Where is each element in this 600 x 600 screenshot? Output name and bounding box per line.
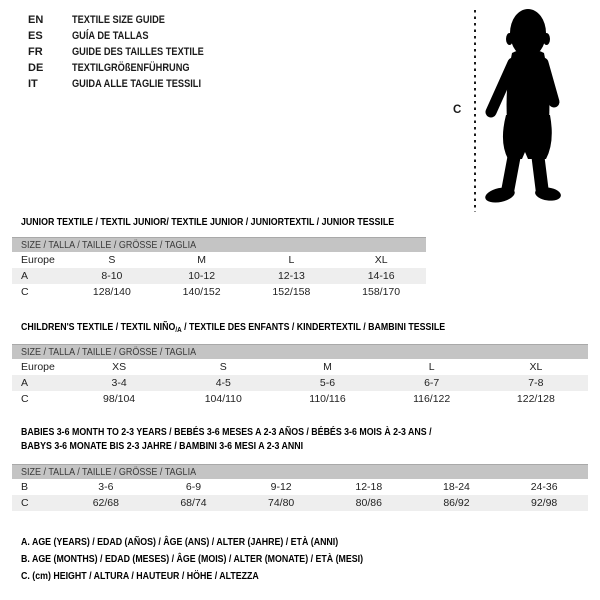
cell: 9-12 [270,481,292,493]
lang-row-fr [28,44,229,60]
cell: 68/74 [150,495,238,511]
footnotes [21,534,428,585]
table-row [12,284,426,300]
table-row [12,391,588,407]
cell: 86/92 [413,495,501,511]
lang-code: ES [28,30,43,42]
cell: 116/122 [413,393,451,405]
table-row [12,479,588,495]
cell: 12-13 [247,268,337,284]
babies-table-title [21,425,510,453]
title-pre: CHILDREN'S TEXTILE / TEXTIL NIÑO [21,321,176,333]
footnote-a [21,534,428,551]
children-table-title [21,320,526,337]
junior-table-title-text: JUNIOR TEXTILE / TEXTIL JUNIOR/ TEXTILE JUNIOR / JUNIORTEXTIL / JUNIOR TESSILE [21,216,395,228]
table-row [12,268,426,284]
lang-code: IT [28,78,38,90]
cell: M [197,254,206,266]
height-measure-dotted-line [474,10,476,212]
lang-row-en [28,12,229,28]
size-header-label: SIZE / TALLA / TAILLE / GRÖSSE / TAGLIA [21,239,197,251]
row-label: Europe [21,254,55,266]
cell: 12-18 [355,481,383,493]
babies-size-table [12,464,588,511]
footnote-c-text: C. (cm) HEIGHT / ALTURA / HAUTEUR / HÖHE / ALTEZZA [21,570,259,582]
cell: 7-8 [484,375,588,391]
language-list [28,12,229,92]
cell: 140/152 [182,286,221,298]
row-label: C [21,393,29,405]
cell: 6-9 [185,481,202,493]
lang-row-de [28,60,229,76]
junior-size-table [12,237,426,300]
row-label: Europe [21,361,55,373]
cell: M [323,361,332,373]
footnote-c [21,568,428,585]
lang-code: FR [28,46,43,58]
cell: 110/116 [309,393,346,405]
cell: 24-36 [530,481,558,493]
lang-label: TEXTILE SIZE GUIDE [72,14,165,26]
cell: 98/104 [103,393,136,405]
row-label: B [21,481,29,493]
lang-code: EN [28,14,44,26]
lang-label: GUIDA ALLE TAGLIE TESSILI [72,78,202,90]
table-header-row [12,238,426,253]
cell: L [288,254,295,266]
cell: 18-24 [443,481,470,493]
table-row [12,359,588,375]
lang-label: GUÍA DE TALLAS [72,30,149,42]
cell: 92/98 [500,495,588,511]
lang-label: GUIDE DES TAILLES TEXTILE [72,46,204,58]
footnote-b-text: B. AGE (MONTHS) / EDAD (MESES) / ÂGE (MOIS) / ALTER (MONATE) / ETÀ (MESI) [21,553,364,565]
cell: 4-5 [171,375,275,391]
row-label: C [12,495,62,511]
cell: 3-4 [67,375,171,391]
footnote-b [21,551,428,568]
title-sub: /A [175,325,182,334]
cell: 8-10 [67,268,157,284]
cell: 80/86 [325,495,413,511]
footnote-a-text: A. AGE (YEARS) / EDAD (AÑOS) / ÂGE (ANS) / ALTER (JAHRE) / ETÀ (ANNI) [21,536,339,548]
cell: XL [374,254,388,266]
cell: S [219,361,227,373]
lang-row-it [28,76,229,92]
junior-table-title [21,215,465,229]
cell: XS [112,361,127,373]
cell: 3-6 [98,481,114,493]
cell: 122/128 [516,393,555,405]
size-header-label: SIZE / TALLA / TAILLE / GRÖSSE / TAGLIA [21,466,197,478]
row-label: C [21,286,29,298]
cell: 14-16 [336,268,426,284]
cell: 158/170 [362,286,401,298]
table-row [12,375,588,391]
lang-code: DE [28,62,44,74]
title-post: / TEXTILE DES ENFANTS / KINDERTEXTIL / BAMBINI TESSILE [181,321,446,333]
cell: 6-7 [380,375,484,391]
row-label: A [12,268,67,284]
children-table-title-text [21,320,445,337]
table-row [12,495,588,511]
cell: 62/68 [62,495,150,511]
cell: 5-6 [275,375,379,391]
baby-silhouette [482,9,568,209]
cell: L [428,361,435,373]
table-header-row [12,345,588,360]
cell: 152/158 [272,286,311,298]
height-measure-label: C [453,104,462,116]
cell: 104/110 [204,393,242,405]
children-size-table [12,344,588,407]
cell: 128/140 [92,286,131,298]
lang-row-es [28,28,229,44]
table-row [12,252,426,268]
lang-label: TEXTILGRÖßENFÜHRUNG [72,62,190,74]
cell: 74/80 [237,495,325,511]
babies-title-line2: BABYS 3-6 MONATE BIS 2-3 JAHRE / BAMBINI 3-6 MESI A 2-3 ANNI [21,440,304,452]
table-header-row [12,465,588,480]
cell: 10-12 [157,268,247,284]
cell: XL [529,361,543,373]
row-label: A [12,375,67,391]
cell: S [108,254,116,266]
babies-title-line1: BABIES 3-6 MONTH TO 2-3 YEARS / BEBÉS 3-6 MESES A 2-3 AÑOS / BÉBÉS 3-6 MOIS À 2-3 ANS / [21,426,432,438]
size-header-label: SIZE / TALLA / TAILLE / GRÖSSE / TAGLIA [21,346,197,358]
